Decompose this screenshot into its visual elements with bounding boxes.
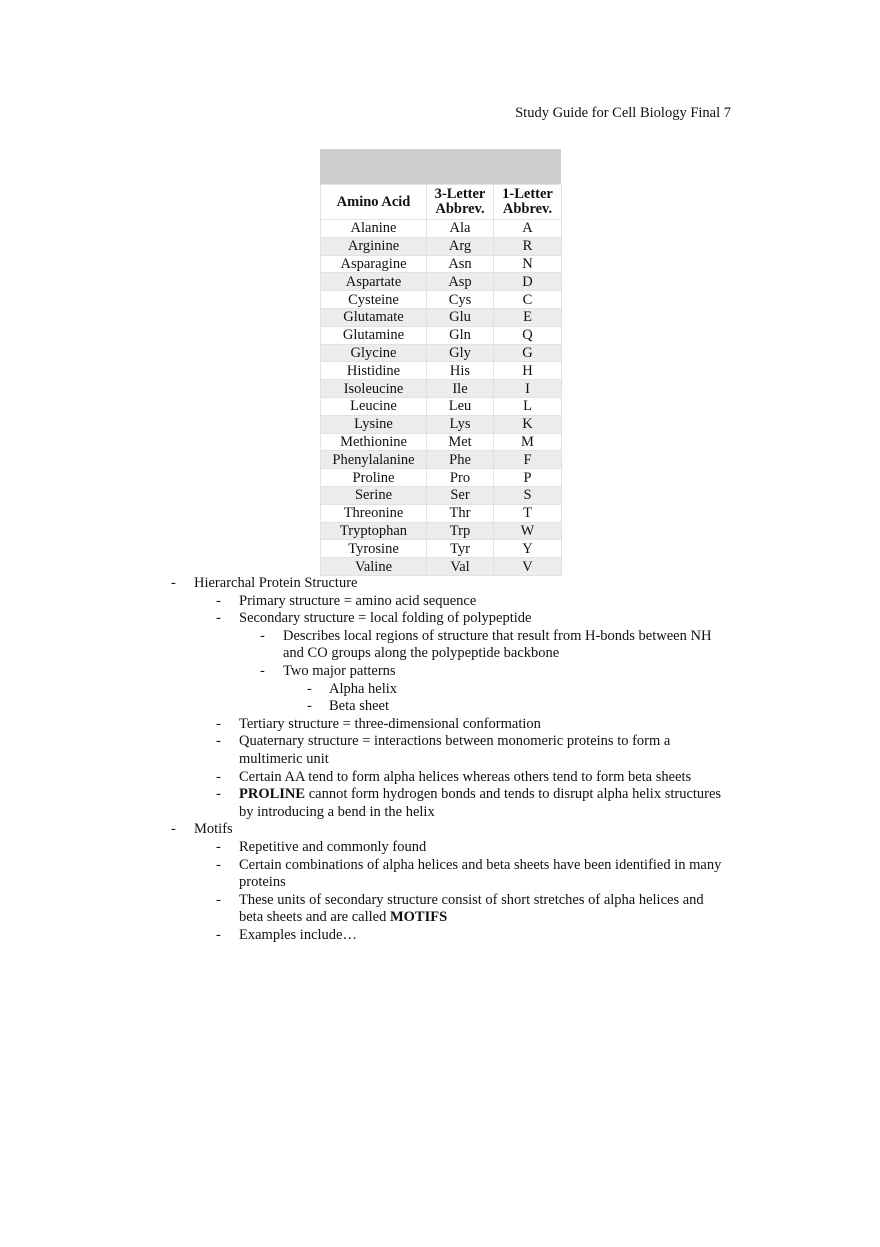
- table-row: [321, 397, 562, 415]
- cell-amino-acid: Leucine: [321, 397, 427, 415]
- cell-amino-acid: Arginine: [321, 237, 427, 255]
- cell-amino-acid: Serine: [321, 486, 427, 504]
- cell-1-letter: L: [494, 397, 562, 415]
- outline-text: Certain AA tend to form alpha helices whereas others tend to form beta sheets: [239, 768, 692, 785]
- outline-item: [0, 786, 880, 821]
- cell-1-letter: E: [494, 308, 562, 326]
- cell-amino-acid: Alanine: [321, 220, 427, 238]
- bullet-dash: -: [216, 610, 221, 627]
- cell-1-letter: A: [494, 220, 562, 238]
- outline-text: Two major patterns: [283, 662, 396, 679]
- cell-amino-acid: Cysteine: [321, 291, 427, 309]
- amino-acid-table-body: [321, 220, 562, 576]
- cell-3-letter: Thr: [427, 504, 494, 522]
- outline-text: [239, 786, 729, 821]
- cell-1-letter: S: [494, 486, 562, 504]
- outline-item: [0, 716, 880, 734]
- outline-item: [0, 663, 880, 681]
- page-header: Study Guide for Cell Biology Final 7: [515, 105, 731, 121]
- bullet-dash: -: [216, 856, 221, 873]
- column-header-amino-acid: Amino Acid: [321, 185, 427, 220]
- cell-1-letter: F: [494, 451, 562, 469]
- outline-item: [0, 892, 880, 927]
- cell-3-letter: Tyr: [427, 540, 494, 558]
- outline-heading: Hierarchal Protein Structure: [194, 575, 358, 591]
- bullet-dash: -: [216, 733, 221, 750]
- table-row: [321, 220, 562, 238]
- amino-acid-table: [320, 184, 562, 576]
- cell-3-letter: Met: [427, 433, 494, 451]
- table-row: [321, 522, 562, 540]
- outline-item: [0, 769, 880, 787]
- outline-item-hierarchy: [0, 575, 880, 593]
- table-row: [321, 486, 562, 504]
- outline-item: [0, 593, 880, 611]
- outline: [0, 575, 880, 944]
- table-row: [321, 237, 562, 255]
- table-header-row: [321, 185, 562, 220]
- outline-text: [239, 892, 729, 927]
- cell-amino-acid: Histidine: [321, 362, 427, 380]
- table-row: [321, 433, 562, 451]
- cell-3-letter: Pro: [427, 469, 494, 487]
- bullet-dash: -: [216, 768, 221, 785]
- table-row: [321, 504, 562, 522]
- table-row: [321, 255, 562, 273]
- cell-1-letter: V: [494, 558, 562, 576]
- outline-text: Beta sheet: [329, 698, 389, 715]
- cell-3-letter: Ala: [427, 220, 494, 238]
- cell-amino-acid: Glycine: [321, 344, 427, 362]
- outline-heading: Motifs: [194, 821, 233, 838]
- table-row: [321, 469, 562, 487]
- cell-amino-acid: Glutamate: [321, 308, 427, 326]
- cell-3-letter: His: [427, 362, 494, 380]
- outline-item: [0, 628, 880, 663]
- bullet-dash: -: [216, 891, 221, 908]
- cell-3-letter: Trp: [427, 522, 494, 540]
- cell-3-letter: Arg: [427, 237, 494, 255]
- cell-amino-acid: Tyrosine: [321, 540, 427, 558]
- table-banner: [320, 149, 561, 184]
- cell-amino-acid: Aspartate: [321, 273, 427, 291]
- table-row: [321, 380, 562, 398]
- cell-amino-acid: Asparagine: [321, 255, 427, 273]
- proline-description: cannot form hydrogen bonds and tends to disrupt alpha helix structures by introducing a bend in the helix: [239, 786, 722, 820]
- cell-1-letter: Y: [494, 540, 562, 558]
- column-header-3-letter: 3-Letter Abbrev.: [427, 185, 494, 220]
- amino-acid-table-container: [320, 149, 561, 576]
- cell-3-letter: Asn: [427, 255, 494, 273]
- cell-3-letter: Lys: [427, 415, 494, 433]
- outline-text: Describes local regions of structure that result from H-bonds between NH and CO groups along the polypeptide backbone: [283, 627, 712, 662]
- cell-amino-acid: Isoleucine: [321, 380, 427, 398]
- outline-item: [0, 927, 880, 945]
- table-row: [321, 308, 562, 326]
- cell-3-letter: Asp: [427, 273, 494, 291]
- table-row: [321, 273, 562, 291]
- cell-1-letter: Q: [494, 326, 562, 344]
- cell-amino-acid: Tryptophan: [321, 522, 427, 540]
- cell-3-letter: Phe: [427, 451, 494, 469]
- bullet-dash: -: [171, 821, 176, 838]
- cell-amino-acid: Glutamine: [321, 326, 427, 344]
- table-row: [321, 326, 562, 344]
- outline-item: [0, 698, 880, 716]
- table-row: [321, 344, 562, 362]
- bullet-dash: -: [260, 662, 265, 679]
- bullet-dash: -: [216, 786, 221, 803]
- outline-text: Examples include…: [239, 926, 357, 943]
- bullet-dash: -: [307, 698, 312, 715]
- outline-text: Tertiary structure = three-dimensional conformation: [239, 715, 541, 732]
- column-header-1-letter: 1-Letter Abbrev.: [494, 185, 562, 220]
- outline-item: [0, 681, 880, 699]
- cell-1-letter: H: [494, 362, 562, 380]
- bullet-dash: -: [216, 838, 221, 855]
- cell-1-letter: N: [494, 255, 562, 273]
- table-row: [321, 540, 562, 558]
- table-row: [321, 415, 562, 433]
- table-row: [321, 362, 562, 380]
- outline-text: Alpha helix: [329, 680, 398, 697]
- outline-text: Certain combinations of alpha helices and beta sheets have been identified in many proteins: [239, 856, 722, 891]
- cell-amino-acid: Valine: [321, 558, 427, 576]
- cell-1-letter: M: [494, 433, 562, 451]
- bullet-dash: -: [216, 592, 221, 609]
- cell-3-letter: Cys: [427, 291, 494, 309]
- outline-text: Primary structure = amino acid sequence: [239, 592, 477, 609]
- motifs-description: These units of secondary structure consist of short stretches of alpha helices and beta sheets and are called: [239, 891, 704, 926]
- cell-1-letter: I: [494, 380, 562, 398]
- cell-3-letter: Gln: [427, 326, 494, 344]
- cell-1-letter: T: [494, 504, 562, 522]
- cell-1-letter: C: [494, 291, 562, 309]
- outline-text: Secondary structure = local folding of polypeptide: [239, 610, 532, 627]
- cell-amino-acid: Lysine: [321, 415, 427, 433]
- bullet-dash: -: [171, 575, 176, 591]
- outline-item: [0, 857, 880, 892]
- outline-text: Repetitive and commonly found: [239, 838, 427, 855]
- outline-item: [0, 610, 880, 628]
- bullet-dash: -: [260, 627, 265, 644]
- bullet-dash: -: [216, 715, 221, 732]
- cell-3-letter: Ile: [427, 380, 494, 398]
- cell-1-letter: G: [494, 344, 562, 362]
- cell-amino-acid: Proline: [321, 469, 427, 487]
- cell-3-letter: Ser: [427, 486, 494, 504]
- outline-item: [0, 733, 880, 768]
- cell-amino-acid: Methionine: [321, 433, 427, 451]
- cell-1-letter: W: [494, 522, 562, 540]
- cell-3-letter: Leu: [427, 397, 494, 415]
- cell-1-letter: D: [494, 273, 562, 291]
- cell-3-letter: Glu: [427, 308, 494, 326]
- cell-3-letter: Val: [427, 558, 494, 576]
- outline-item: [0, 839, 880, 857]
- proline-term: PROLINE: [239, 786, 306, 803]
- table-row: [321, 291, 562, 309]
- outline-item-motifs: [0, 821, 880, 839]
- cell-3-letter: Gly: [427, 344, 494, 362]
- cell-amino-acid: Phenylalanine: [321, 451, 427, 469]
- table-row: [321, 558, 562, 576]
- bullet-dash: -: [307, 680, 312, 697]
- cell-1-letter: P: [494, 469, 562, 487]
- table-row: [321, 451, 562, 469]
- motifs-term: MOTIFS: [389, 909, 448, 926]
- cell-1-letter: R: [494, 237, 562, 255]
- bullet-dash: -: [216, 926, 221, 943]
- cell-amino-acid: Threonine: [321, 504, 427, 522]
- cell-1-letter: K: [494, 415, 562, 433]
- outline-text: Quaternary structure = interactions between monomeric proteins to form a multimeric unit: [239, 733, 671, 767]
